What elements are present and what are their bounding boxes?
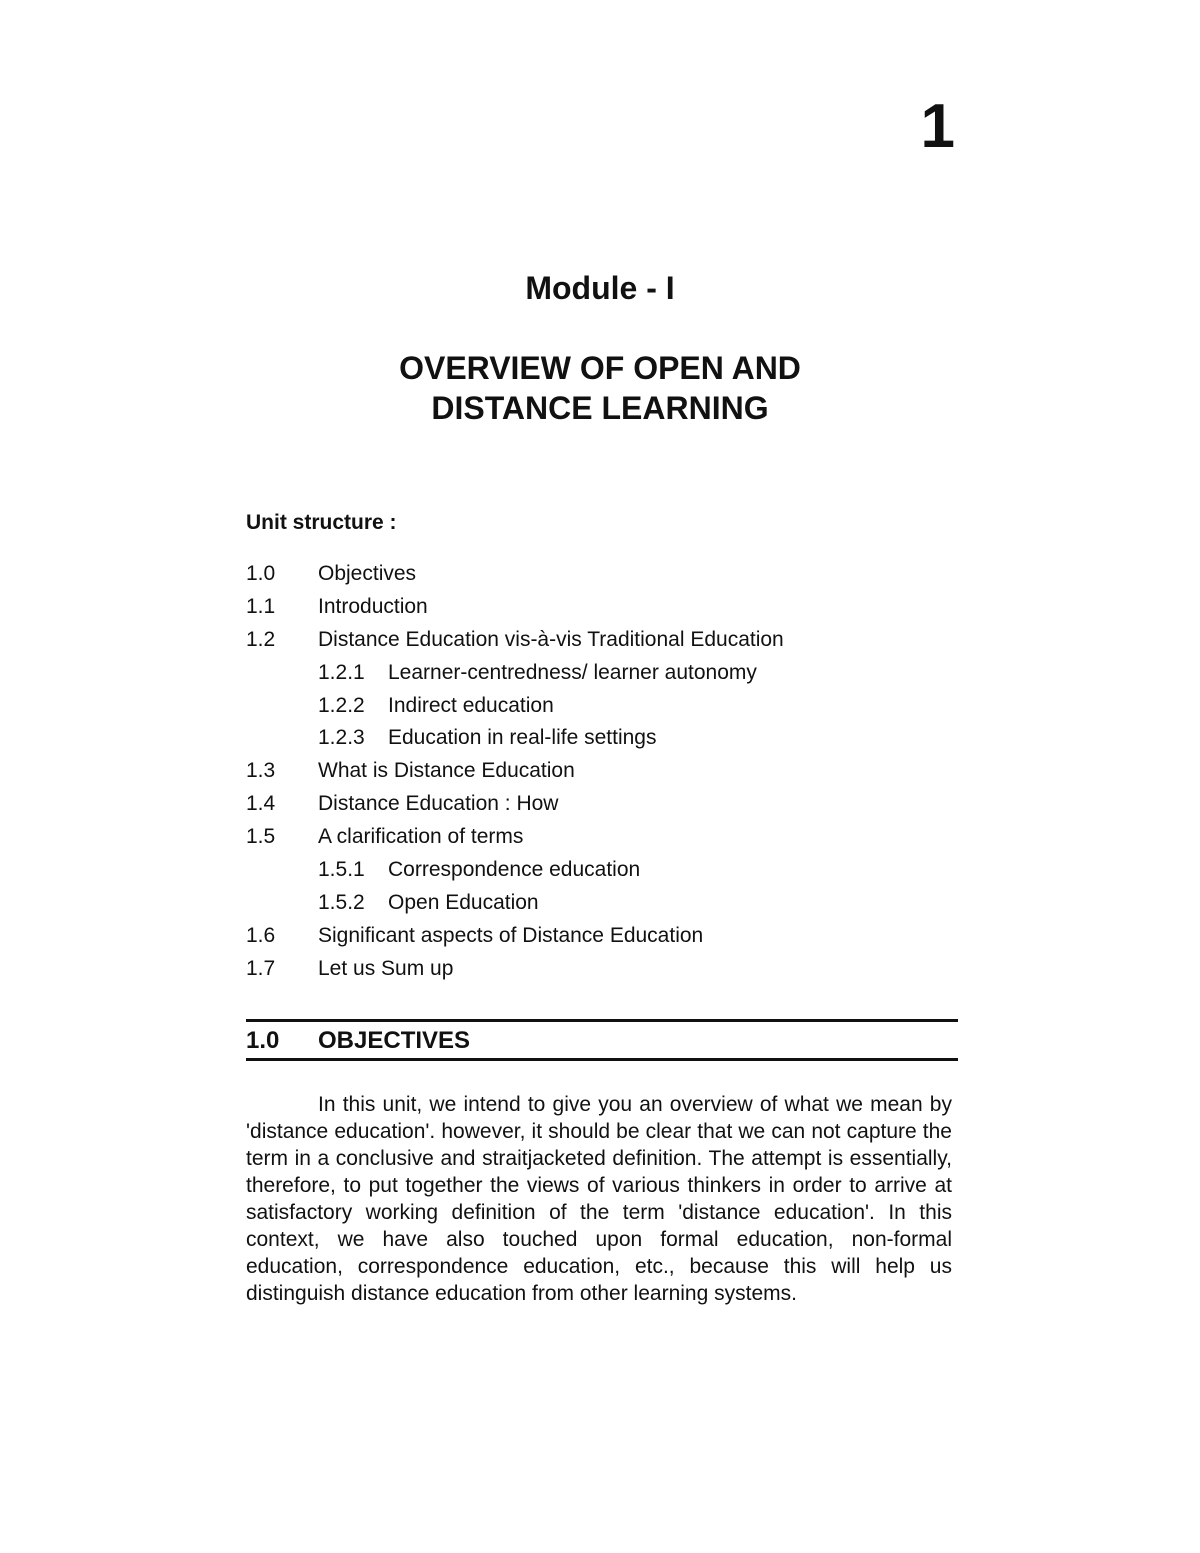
toc-item (246, 823, 966, 856)
toc-item (246, 922, 966, 955)
toc-item-title: A clarification of terms (318, 825, 524, 849)
toc-item (246, 593, 966, 626)
toc-item-title: Learner-centredness/ learner autonomy (388, 660, 757, 684)
toc-item (246, 560, 966, 593)
module-title: Module - I (525, 270, 675, 306)
toc-item-title: Significant aspects of Distance Education (318, 923, 704, 947)
toc-item (246, 757, 966, 790)
toc-item (246, 955, 966, 988)
unit-title-line-2: DISTANCE LEARNING (431, 390, 769, 426)
toc-item-number: 1.0 (246, 562, 276, 585)
section-divider-top (246, 1019, 958, 1022)
toc-item-number: 1.2.3 (318, 726, 365, 750)
toc-item-number: 1.5.1 (318, 858, 365, 882)
toc-subitem (246, 724, 966, 757)
toc-subitem (246, 659, 966, 692)
unit-title-line-1: OVERVIEW OF OPEN AND (399, 350, 801, 386)
section-divider-bottom (246, 1058, 958, 1061)
toc-subitem (246, 889, 966, 922)
toc-item-number: 1.5 (246, 825, 276, 849)
toc-item-number: 1.2 (246, 627, 276, 651)
toc-item-title: Introduction (318, 594, 428, 618)
toc-subitem (246, 692, 966, 725)
toc-item-number: 1.2.2 (318, 693, 365, 717)
unit-structure-list (246, 560, 966, 988)
toc-item-number: 1.6 (246, 923, 276, 947)
toc-item (246, 790, 966, 823)
section-title: OBJECTIVES (318, 1027, 471, 1054)
objectives-paragraph: In this unit, we intend to give you an overview of what we mean by 'distance education'. however, it should be clear that we can not capture the term in a conclusive and straitjacketed definition. The attempt is essentially, therefore, to put together the views of various thinkers in order to arrive at satisfactory working definition of the term 'distance education'. In this context, we have also touched upon formal education, non-formal education, correspondence education, etc., because this will help us distinguish distance education from other learning systems. (246, 1093, 952, 1305)
toc-item-title: Distance Education vis-à-vis Traditional Education (318, 627, 784, 651)
toc-item-title: Let us Sum up (318, 956, 454, 980)
toc-item-title: Objectives (318, 562, 417, 585)
toc-item-number: 1.2.1 (318, 660, 365, 684)
section-number: 1.0 (246, 1027, 280, 1054)
toc-item-title: Correspondence education (388, 858, 641, 882)
section-heading (246, 1026, 470, 1056)
toc-item (246, 626, 966, 659)
unit-structure-heading: Unit structure : (246, 511, 397, 534)
toc-subitem (246, 856, 966, 889)
toc-item-title: Indirect education (388, 693, 554, 717)
toc-item-title: Education in real-life settings (388, 726, 657, 750)
unit-title (0, 348, 1200, 428)
toc-item-title: What is Distance Education (318, 759, 575, 783)
page-number: 1 (920, 92, 955, 161)
toc-item-title: Distance Education : How (318, 792, 559, 816)
toc-item-number: 1.4 (246, 792, 276, 816)
toc-item-number: 1.3 (246, 759, 276, 783)
toc-item-title: Open Education (388, 890, 539, 914)
toc-item-number: 1.5.2 (318, 890, 365, 914)
toc-item-number: 1.1 (246, 594, 276, 618)
toc-item-number: 1.7 (246, 956, 276, 980)
